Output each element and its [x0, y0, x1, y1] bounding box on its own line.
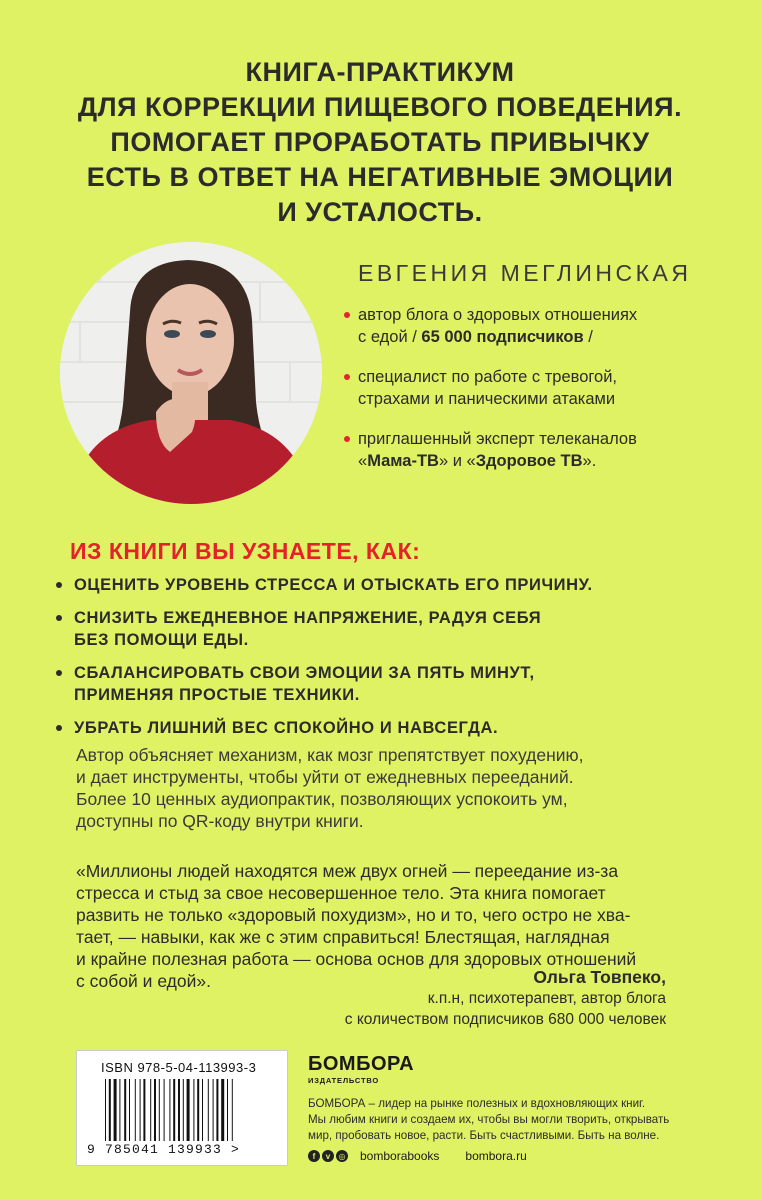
publisher-description	[308, 1096, 708, 1144]
quote-line: развить не только «здоровый похудизм», но и то, чего остро не хва-	[76, 905, 631, 925]
bio-text: » и «	[438, 452, 476, 470]
barcode-bar	[114, 1079, 117, 1141]
learn-item-line: СБАЛАНСИРОВАТЬ СВОИ ЭМОЦИИ ЗА ПЯТЬ МИНУТ,	[74, 664, 535, 682]
quote-line: «Миллионы людей находятся меж двух огней — переедание из-за	[76, 861, 619, 881]
barcode-bar	[143, 1079, 145, 1141]
isbn-label: ISBN 978-5-04-113993-3	[101, 1060, 257, 1075]
barcode-bar	[216, 1079, 218, 1141]
learn-item-line: ОЦЕНИТЬ УРОВЕНЬ СТРЕССА И ОТЫСКАТЬ ЕГО ПРИЧИНУ.	[74, 576, 593, 594]
description-line: Автор объясняет механизм, как мозг препятствует похудению,	[76, 745, 584, 765]
signature-name: Ольга Товпеко	[533, 967, 662, 987]
publisher-text-line: Мы любим книги и создаем их, чтобы вы могли творить, открывать	[308, 1113, 670, 1126]
barcode-bar	[109, 1079, 111, 1141]
headline-line: И УСТАЛОСТЬ.	[277, 197, 483, 227]
barcode-bar	[124, 1079, 126, 1141]
bio-text: с едой /	[358, 328, 422, 346]
quote-line: тает, — навыки, как же с этим справиться! Блестящая, наглядная	[76, 927, 610, 947]
barcode-bar	[140, 1079, 141, 1141]
publisher-text-line: мир, пробовать новое, расти. Быть счастливыми. Быть на волне.	[308, 1129, 660, 1142]
facebook-icon[interactable]: f	[308, 1150, 320, 1162]
learn-list	[56, 574, 716, 750]
author-bio-list	[344, 304, 714, 490]
quote-line: стресса и стыд за свое несовершенное тело. Эта книга помогает	[76, 883, 606, 903]
signature-comma: ,	[661, 967, 666, 987]
headline-line: ЕСТЬ В ОТВЕТ НА НЕГАТИВНЫЕ ЭМОЦИИ	[86, 162, 674, 192]
barcode-image	[103, 1079, 269, 1141]
barcode-bar	[164, 1079, 165, 1141]
bio-text: автор блога о здоровых отношениях	[358, 306, 638, 324]
headline-line: ДЛЯ КОРРЕКЦИИ ПИЩЕВОГО ПОВЕДЕНИЯ.	[77, 92, 683, 122]
bio-item	[344, 366, 714, 410]
headline-line: КНИГА-ПРАКТИКУМ	[245, 57, 515, 87]
social-handle[interactable]: bomborabooks	[360, 1149, 440, 1163]
signature-title: к.п.н, психотерапевт, автор блога	[427, 990, 666, 1007]
learn-item-line: СНИЗИТЬ ЕЖЕДНЕВНОЕ НАПРЯЖЕНИЕ, РАДУЯ СЕБЯ	[74, 609, 542, 627]
barcode-bar	[150, 1079, 151, 1141]
bio-text: специалист по работе с тревогой,	[358, 368, 618, 386]
learn-item	[56, 662, 716, 706]
publisher-website[interactable]: bombora.ru	[465, 1149, 527, 1163]
barcode-bar	[173, 1079, 175, 1141]
barcode-bar	[129, 1079, 130, 1141]
description	[76, 744, 716, 832]
barcode-bar	[154, 1079, 156, 1141]
author-portrait	[60, 242, 322, 504]
barcode-bar	[227, 1079, 228, 1141]
tv-channel: Мама-ТВ	[367, 452, 439, 470]
barcode-bar	[119, 1079, 120, 1141]
barcode-bar	[232, 1079, 233, 1141]
headline-line: ПОМОГАЕТ ПРОРАБОТАТЬ ПРИВЫЧКУ	[110, 127, 650, 157]
learn-item	[56, 607, 716, 651]
barcode-bar	[208, 1079, 209, 1141]
publisher-logo: БОМБОРА	[308, 1053, 415, 1075]
instagram-icon[interactable]: ◎	[336, 1150, 348, 1162]
barcode-bar	[159, 1079, 160, 1141]
headline	[60, 55, 700, 230]
learn-item	[56, 574, 716, 596]
barcode-bar	[213, 1079, 214, 1141]
quote-line: и крайне полезная работа — основа основ для здоровых отношений	[76, 949, 637, 969]
barcode-box	[76, 1050, 288, 1166]
quote-signature	[345, 966, 666, 1030]
publisher-text-line: БОМБОРА – лидер на рынке полезных и вдохновляющих книг.	[308, 1097, 646, 1110]
publisher-subtitle: ИЗДАТЕЛЬСТВО	[308, 1076, 379, 1085]
learn-item-line: БЕЗ ПОМОЩИ ЕДЫ.	[74, 631, 249, 649]
barcode-bar	[187, 1079, 190, 1141]
signature-title: с количеством подписчиков 680 000 человек	[344, 1011, 666, 1028]
barcode-bar	[221, 1079, 224, 1141]
barcode-digits: 9 785041 139933 >	[87, 1142, 241, 1157]
bio-text: страхами и паническими атаками	[358, 390, 616, 408]
barcode-bar	[202, 1079, 203, 1141]
learn-item	[56, 717, 716, 739]
vk-icon[interactable]: v	[322, 1150, 334, 1162]
tv-channel: Здоровое ТВ	[475, 452, 583, 470]
learn-title: ИЗ КНИГИ ВЫ УЗНАЕТЕ, КАК:	[70, 538, 421, 564]
bio-item	[344, 428, 714, 472]
learn-item-line: ПРИМЕНЯЯ ПРОСТЫЕ ТЕХНИКИ.	[74, 686, 360, 704]
bio-text: ».	[582, 452, 597, 470]
description-line: Более 10 ценных аудиопрактик, позволяющих успокоить ум,	[76, 789, 568, 809]
barcode-bar	[183, 1079, 184, 1141]
bio-text: /	[583, 328, 593, 346]
barcode-bar	[193, 1079, 194, 1141]
description-line: доступны по QR-коду внутри книги.	[76, 811, 364, 831]
subscriber-count: 65 000 подписчиков	[421, 328, 584, 346]
description-line: и дает инструменты, чтобы уйти от ежедневных перееданий.	[76, 767, 574, 787]
barcode-bar	[169, 1079, 170, 1141]
bio-text: приглашенный эксперт телеканалов	[358, 430, 637, 448]
barcode-bar	[105, 1079, 106, 1141]
bio-text: «	[358, 452, 368, 470]
barcode-bar	[197, 1079, 199, 1141]
learn-item-line: УБРАТЬ ЛИШНИЙ ВЕС СПОКОЙНО И НАВСЕГДА.	[74, 719, 499, 737]
social-links	[308, 1148, 527, 1164]
barcode-bar	[178, 1079, 180, 1141]
barcode-bar	[135, 1079, 136, 1141]
author-name: ЕВГЕНИЯ МЕГЛИНСКАЯ	[358, 260, 692, 286]
bio-item	[344, 304, 714, 348]
author-portrait-image	[60, 242, 322, 504]
quote-line: с собой и едой».	[76, 971, 211, 991]
